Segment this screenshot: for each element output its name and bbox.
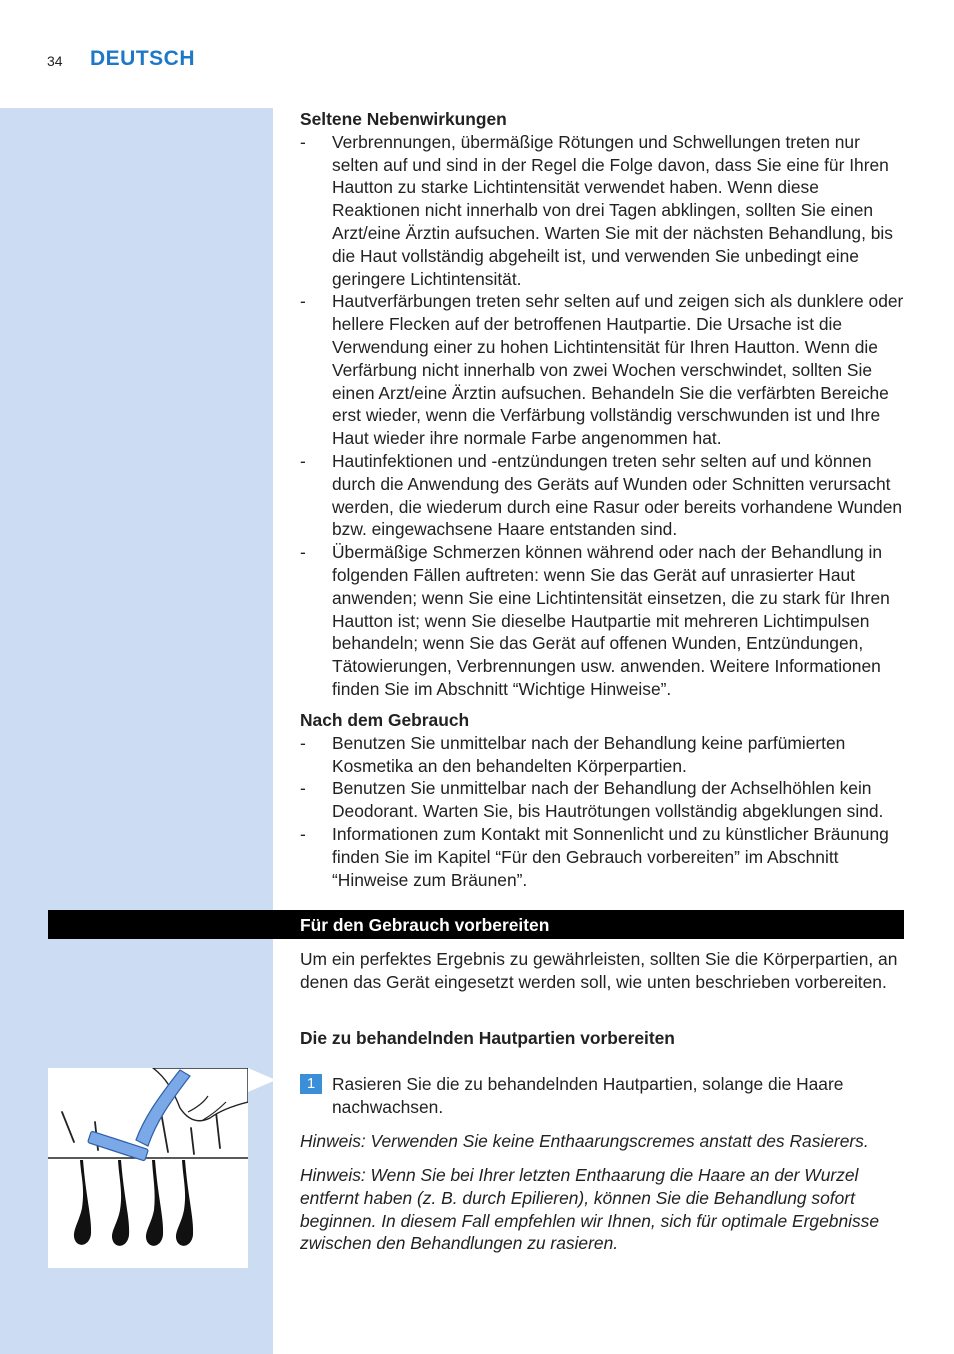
section-after-use (300, 709, 906, 891)
section-title: Nach dem Gebrauch (300, 710, 470, 730)
note-1: Hinweis: Verwenden Sie keine Enthaarungscremes anstatt des Rasierers. (300, 1131, 869, 1151)
note-2: Hinweis: Wenn Sie bei Ihrer letzten Enthaarung die Haare an der Wurzel entfernt haben (z. B. durch Epilieren), können Sie die Behandlung sofort beginnen. In diesem Fall empfehlen wir Ihnen, sich für optimale Ergebnisse zwischen den Behandlungen zu rasieren. (300, 1165, 880, 1254)
list-item: - Informationen zum Kontakt mit Sonnenlicht und zu künstlicher Bräunung finden Sie im Kapitel “Für den Gebrauch vorbereiten” im Abschnitt “Hinweise zum Bräunen”. (300, 823, 906, 891)
page-number: 34 (47, 53, 63, 69)
language-heading: DEUTSCH (90, 47, 196, 70)
razor-hair-icon (48, 1068, 248, 1268)
chapter-bar (48, 910, 904, 939)
list-item: - Hautinfektionen und -entzündungen treten sehr selten auf und können durch die Anwendung des Geräts auf Wunden oder Schnitten verursacht werden, die wiederum durch eine Rasur oder bereits vorhandene Wunden bzw. eingewachsene Haare entstanden sind. (300, 450, 906, 541)
step-item (300, 1073, 906, 1119)
section-title: Seltene Nebenwirkungen (300, 109, 507, 129)
list-item: - Benutzen Sie unmittelbar nach der Behandlung keine parfümierten Kosmetika an den behandelten Körperpartien. (300, 732, 906, 778)
chapter-title: Für den Gebrauch vorbereiten (300, 915, 550, 935)
side-effects-list (300, 131, 906, 701)
list-item: - Verbrennungen, übermäßige Rötungen und Schwellungen treten nur selten auf und sind in der Regel die Folge davon, dass Sie eine für Ihren Hautton zu starke Lichtintensität verwendet haben. Wenn diese Reaktionen nicht innerhalb von drei Tagen abklingen, sollten Sie einen Arzt/eine Ärztin aufsuchen. Warten Sie mit der nächsten Behandlung, bis die Haut vollständig abgeheilt ist, und verwenden Sie unbedingt eine geringere Lichtintensität. (300, 131, 906, 291)
chapter-intro: Um ein perfektes Ergebnis zu gewährleisten, sollten Sie die Körperpartien, an denen das Gerät eingesetzt werden soll, wie unten beschrieben vorbereiten. (300, 949, 898, 992)
list-item: - Benutzen Sie unmittelbar nach der Behandlung der Achselhöhlen kein Deodorant. Warten Sie, bis Hautrötungen vollständig abgeklungen sind. (300, 777, 906, 823)
subsection-title: Die zu behandelnden Hautpartien vorbereiten (300, 1028, 675, 1048)
section-side-effects (300, 108, 906, 701)
illustration-pointer (248, 1068, 276, 1092)
shaving-illustration (48, 1068, 248, 1268)
step-number-badge: 1 (300, 1074, 322, 1094)
after-use-list (300, 732, 906, 892)
list-item: - Hautverfärbungen treten sehr selten auf und zeigen sich als dunklere oder hellere Flecken auf der betroffenen Hautpartie. Die Ursache ist die Verwendung einer zu hohen Lichtintensität für Ihren Hautton. Wenn die Verfärbung nicht innerhalb von zwei Wochen verschwindet, sollten Sie einen Arzt/eine Ärztin aufsuchen. Behandeln Sie die verfärbten Bereiche erst wieder, wenn die Verfärbung vollständig verschwunden ist und Ihre Haut wieder ihre normale Farbe angenommen hat. (300, 290, 906, 450)
list-item: - Übermäßige Schmerzen können während oder nach der Behandlung in folgenden Fällen auftreten: wenn Sie das Gerät auf unrasierter Haut anwenden; wenn Sie eine Lichtintensität einsetzen, die zu stark für Ihren Hautton ist; wenn Sie dieselbe Hautpartie mit mehreren Lichtimpulsen behandeln; wenn Sie das Gerät auf offenen Wunden, Entzündungen, Tätowierungen, Verbrennungen usw. anwenden. Weitere Informationen finden Sie im Abschnitt “Wichtige Hinweise”. (300, 541, 906, 701)
step-text: Rasieren Sie die zu behandelnden Hautpartien, solange die Haare nachwachsen. (332, 1074, 844, 1117)
step-block (300, 1073, 906, 1119)
